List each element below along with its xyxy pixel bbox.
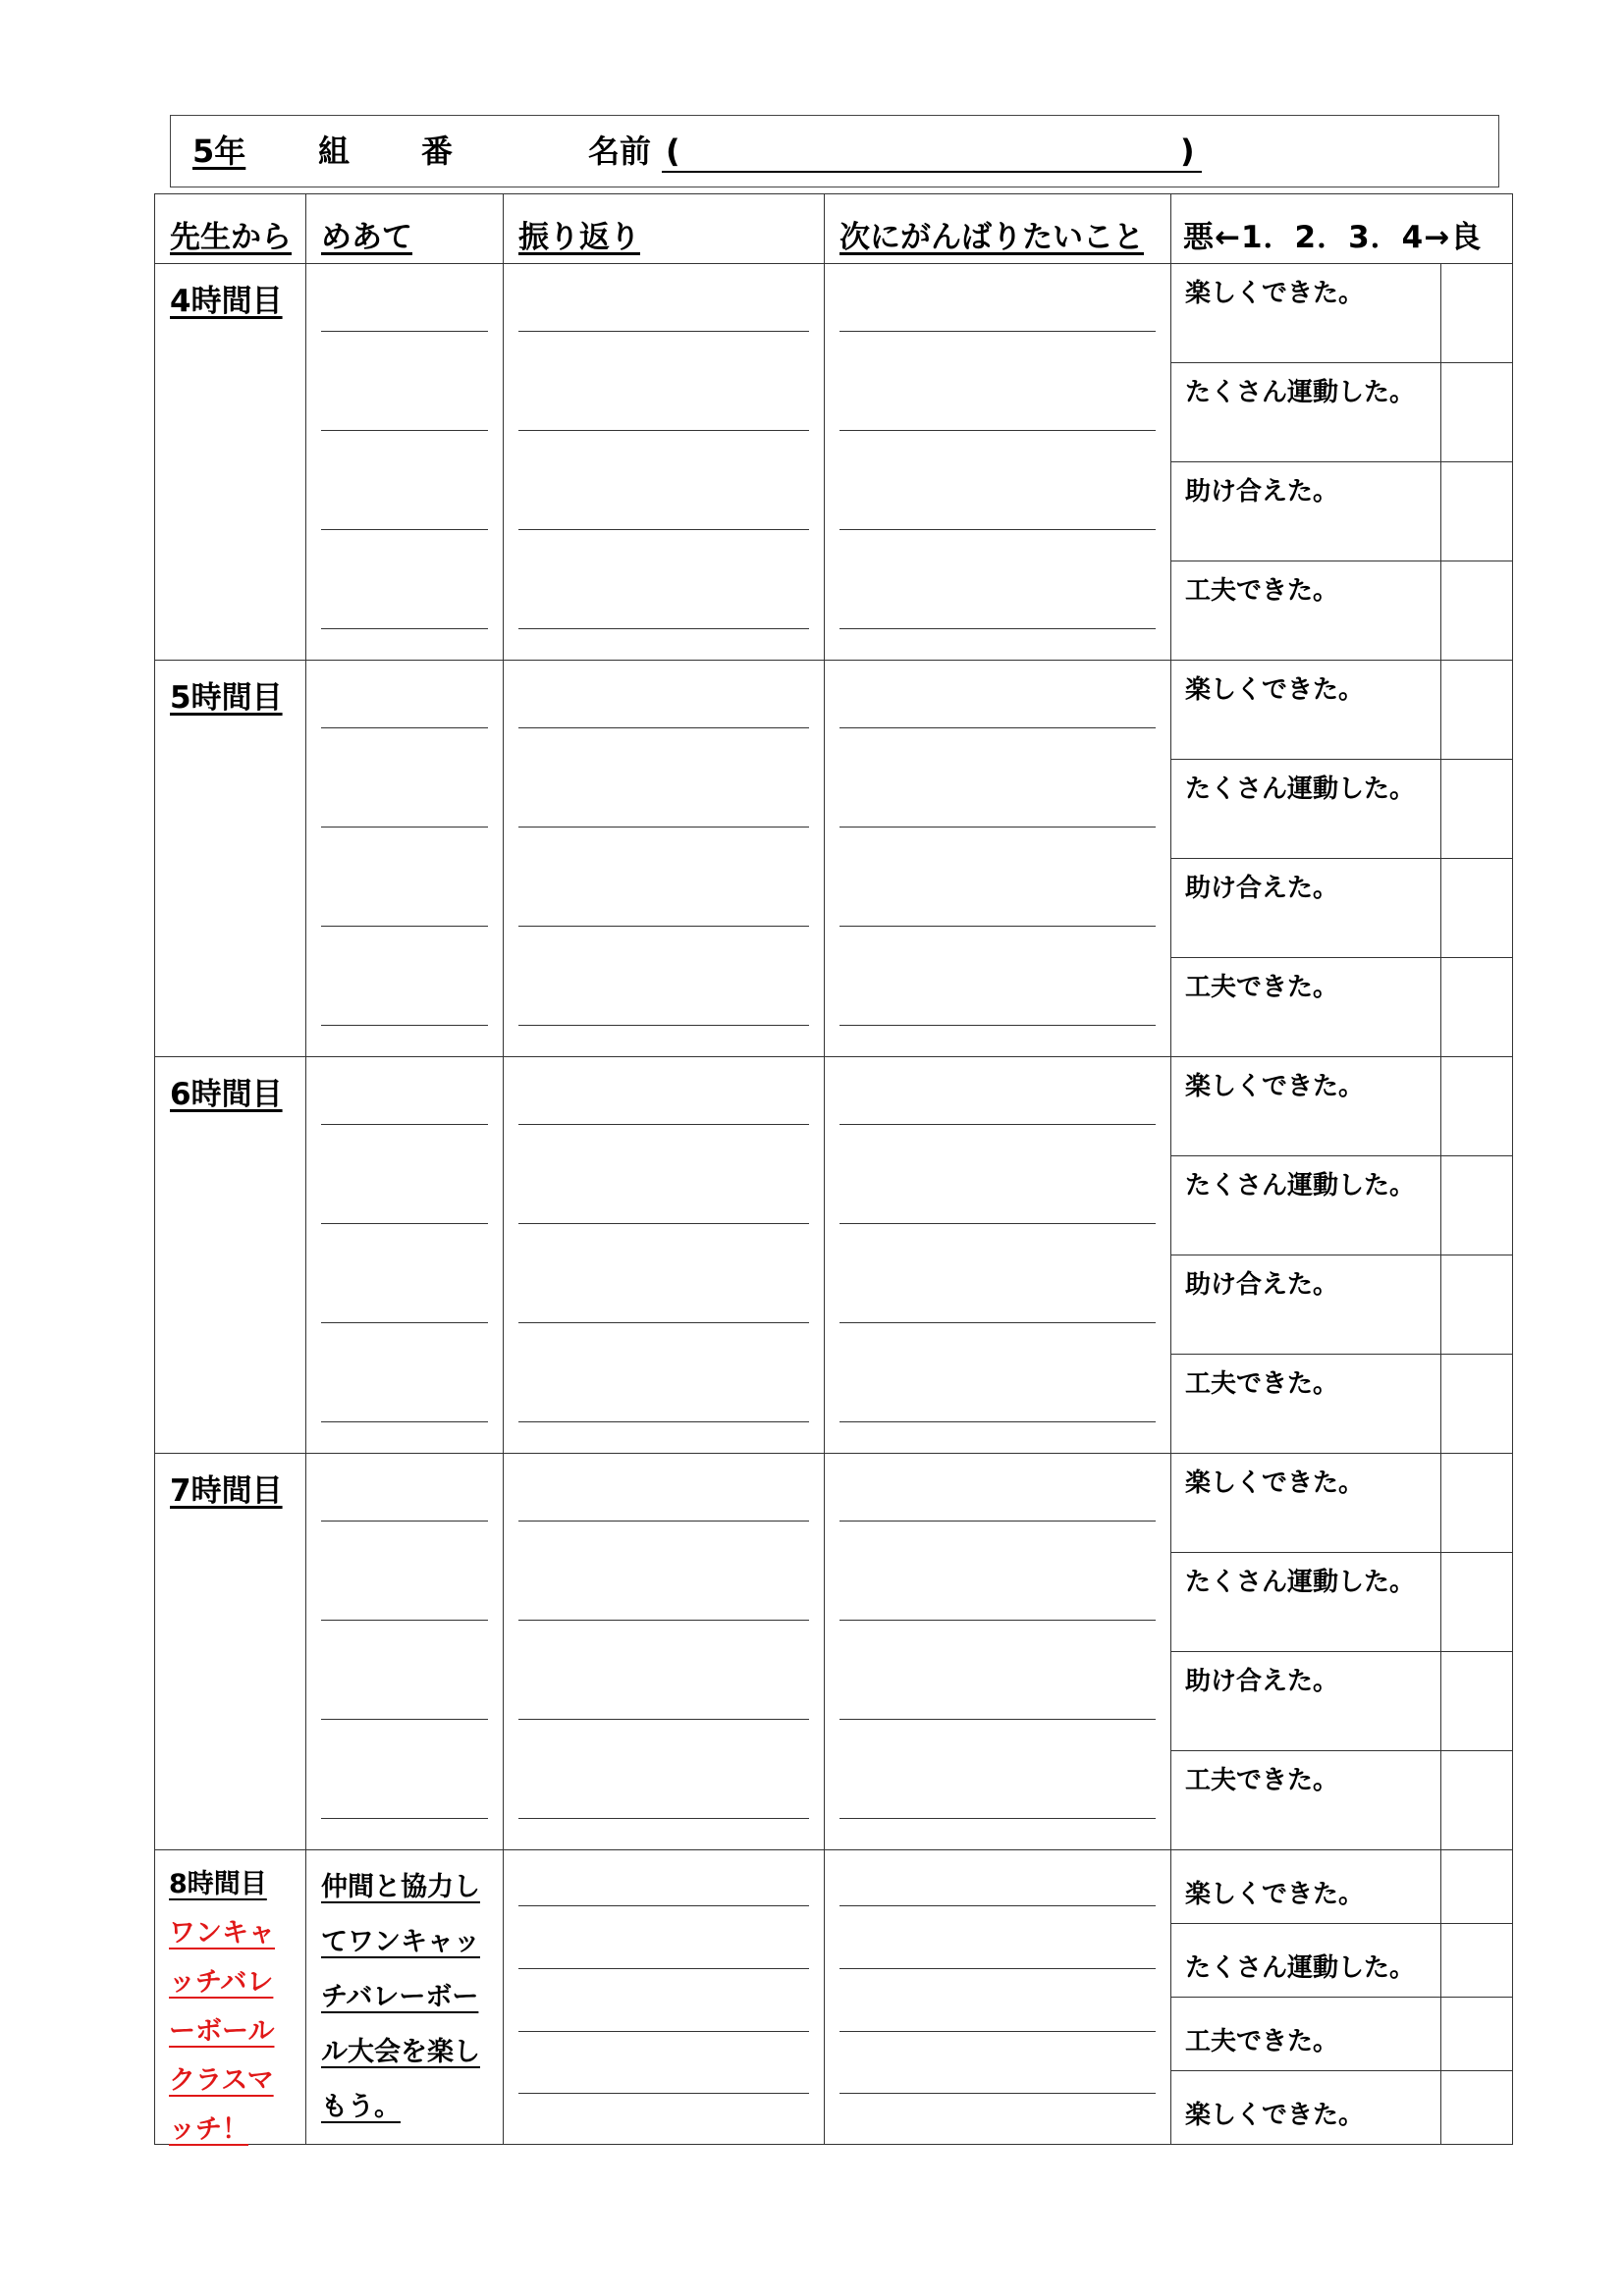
write-line[interactable] [839, 1818, 1156, 1819]
reflection-write-area[interactable] [504, 661, 825, 1057]
write-line[interactable] [839, 1322, 1156, 1323]
goal-line: チバレーボー [321, 1982, 479, 2012]
goal-write-area[interactable] [306, 661, 504, 1057]
reflection-sheet-table [154, 193, 1513, 2145]
write-line[interactable] [518, 1968, 809, 1969]
write-line[interactable] [839, 331, 1156, 332]
score-box[interactable] [1441, 1924, 1513, 1998]
next-write-area[interactable] [825, 1850, 1171, 2145]
write-line[interactable] [321, 430, 488, 431]
write-line[interactable] [518, 2093, 809, 2094]
write-line[interactable] [839, 727, 1156, 728]
next-write-area[interactable] [825, 1454, 1171, 1850]
period-row [155, 1057, 1513, 1156]
score-box[interactable] [1441, 661, 1513, 760]
reflection-write-area[interactable] [504, 1057, 825, 1454]
goal-write-area[interactable] [306, 264, 504, 661]
score-box[interactable] [1441, 1156, 1513, 1255]
reflection-write-area[interactable] [504, 264, 825, 661]
col-header-scale: 悪←1．2．3．4→良 [1183, 220, 1483, 255]
score-box[interactable] [1441, 1255, 1513, 1355]
write-line[interactable] [839, 1521, 1156, 1522]
write-line[interactable] [839, 926, 1156, 927]
score-box[interactable] [1441, 1998, 1513, 2071]
write-line[interactable] [518, 1620, 809, 1621]
period-label-cell [155, 1454, 306, 1850]
theme-line: ーボール [169, 2016, 275, 2047]
write-line[interactable] [321, 1223, 488, 1224]
write-line[interactable] [839, 2093, 1156, 2094]
write-line[interactable] [321, 827, 488, 828]
write-line[interactable] [321, 926, 488, 927]
period-label-cell [155, 661, 306, 1057]
write-line[interactable] [839, 1223, 1156, 1224]
grade-label: 5年 [192, 133, 246, 170]
write-line[interactable] [839, 1968, 1156, 1969]
col-header-reflection: 振り返り [518, 220, 640, 255]
goal-line: 仲間と協力し [321, 1872, 480, 1902]
write-line[interactable] [839, 529, 1156, 530]
name-paren-open: ( [666, 133, 680, 170]
write-line[interactable] [321, 1025, 488, 1026]
write-line[interactable] [839, 1421, 1156, 1422]
score-box[interactable] [1441, 561, 1513, 661]
score-box[interactable] [1441, 760, 1513, 859]
criterion-label: たくさん運動した。 [1185, 378, 1416, 407]
next-write-area[interactable] [825, 1057, 1171, 1454]
write-line[interactable] [839, 1025, 1156, 1026]
score-box[interactable] [1441, 363, 1513, 462]
write-line[interactable] [518, 1421, 809, 1422]
score-box[interactable] [1441, 1355, 1513, 1454]
theme-line: クラスマ [169, 2065, 274, 2096]
write-line[interactable] [321, 1818, 488, 1819]
write-line[interactable] [518, 1521, 809, 1522]
score-box[interactable] [1441, 1652, 1513, 1751]
write-line[interactable] [518, 1025, 809, 1026]
period-label-cell [155, 1057, 306, 1454]
period-8-goal-cell [306, 1850, 504, 2145]
criterion-label: たくさん運動した。 [1185, 1953, 1416, 1983]
criterion-label: 助け合えた。 [1185, 1667, 1339, 1696]
write-line[interactable] [321, 1620, 488, 1621]
write-line[interactable] [839, 1719, 1156, 1720]
score-box[interactable] [1441, 264, 1513, 363]
write-line[interactable] [518, 1124, 809, 1125]
write-line[interactable] [518, 2031, 809, 2032]
criterion-label: 工夫できた。 [1185, 1369, 1339, 1399]
period-label: 6時間目 [170, 1077, 283, 1112]
write-line[interactable] [839, 827, 1156, 828]
criterion-label: 助け合えた。 [1185, 874, 1339, 903]
write-line[interactable] [518, 628, 809, 629]
score-box[interactable] [1441, 462, 1513, 561]
write-line[interactable] [321, 1322, 488, 1323]
write-line[interactable] [839, 430, 1156, 431]
criterion-label: 楽しくできた。 [1185, 1468, 1365, 1498]
period-row [155, 661, 1513, 760]
write-line[interactable] [321, 1124, 488, 1125]
goal-line: てワンキャッ [321, 1927, 480, 1957]
write-line[interactable] [518, 529, 809, 530]
criterion-label: 楽しくできた。 [1185, 2101, 1365, 2130]
write-line[interactable] [839, 1620, 1156, 1621]
period-8-label-cell [155, 1850, 306, 2145]
write-line[interactable] [839, 628, 1156, 629]
criterion-label: 工夫できた。 [1185, 576, 1339, 606]
write-line[interactable] [518, 430, 809, 431]
next-write-area[interactable] [825, 264, 1171, 661]
criterion-label: 楽しくできた。 [1185, 675, 1365, 705]
criterion-label: 工夫できた。 [1185, 1766, 1339, 1795]
reflection-write-area[interactable] [504, 1454, 825, 1850]
write-line[interactable] [839, 1124, 1156, 1125]
period-label: 8時間目 [169, 1869, 267, 1899]
theme-line: ワンキャ [169, 1918, 275, 1949]
write-line[interactable] [518, 1223, 809, 1224]
score-box[interactable] [1441, 1057, 1513, 1156]
write-line[interactable] [321, 1719, 488, 1720]
number-label: 番 [421, 133, 454, 170]
col-header-teacher: 先生から [170, 220, 292, 255]
write-line[interactable] [839, 1905, 1156, 1906]
name-write-line[interactable] [662, 171, 1202, 173]
name-paren-close: ) [1180, 133, 1195, 170]
score-box[interactable] [1441, 1553, 1513, 1652]
score-box[interactable] [1441, 859, 1513, 958]
class-label: 組 [318, 133, 351, 170]
write-line[interactable] [518, 727, 809, 728]
write-line[interactable] [321, 1421, 488, 1422]
criterion-label: 助け合えた。 [1185, 477, 1339, 507]
score-box[interactable] [1441, 2071, 1513, 2145]
period-row [155, 264, 1513, 363]
period-row [155, 1454, 1513, 1553]
next-write-area[interactable] [825, 661, 1171, 1057]
reflection-write-area[interactable] [504, 1850, 825, 2145]
theme-line: ッチ！ [169, 2114, 248, 2145]
criterion-label: 楽しくできた。 [1185, 279, 1365, 308]
write-line[interactable] [518, 1818, 809, 1819]
write-line[interactable] [518, 827, 809, 828]
criterion-label: 工夫できた。 [1185, 2027, 1339, 2056]
score-box[interactable] [1441, 1454, 1513, 1553]
goal-write-area[interactable] [306, 1454, 504, 1850]
col-header-goal: めあて [321, 220, 412, 255]
write-line[interactable] [839, 2031, 1156, 2032]
period-label-cell [155, 264, 306, 661]
write-line[interactable] [321, 1521, 488, 1522]
write-line[interactable] [321, 727, 488, 728]
criterion-label: たくさん運動した。 [1185, 1171, 1416, 1201]
criterion-label: たくさん運動した。 [1185, 1568, 1416, 1597]
name-label: 名前 [588, 133, 652, 170]
criterion-label: 楽しくできた。 [1185, 1072, 1365, 1101]
write-line[interactable] [518, 1905, 809, 1906]
student-info-header [170, 115, 1499, 187]
score-box[interactable] [1441, 1850, 1513, 1924]
write-line[interactable] [321, 529, 488, 530]
goal-write-area[interactable] [306, 1057, 504, 1454]
write-line[interactable] [321, 628, 488, 629]
criterion-label: 助け合えた。 [1185, 1270, 1339, 1300]
period-label: 5時間目 [170, 680, 283, 716]
period-label: 4時間目 [170, 284, 283, 319]
criterion-label: 工夫できた。 [1185, 973, 1339, 1002]
score-box[interactable] [1441, 958, 1513, 1057]
write-line[interactable] [518, 1322, 809, 1323]
write-line[interactable] [518, 926, 809, 927]
theme-line: ッチバレ [169, 1967, 274, 1998]
period-label: 7時間目 [170, 1473, 283, 1509]
criterion-label: 楽しくできた。 [1185, 1880, 1365, 1909]
col-header-next: 次にがんばりたいこと [839, 220, 1144, 255]
goal-line: ル大会を楽し [321, 2037, 480, 2067]
column-header-row [155, 194, 1513, 264]
criterion-label: たくさん運動した。 [1185, 774, 1416, 804]
score-box[interactable] [1441, 1751, 1513, 1850]
period-row-8 [155, 1850, 1513, 1924]
write-line[interactable] [518, 1719, 809, 1720]
goal-line: もう。 [321, 2092, 401, 2122]
write-line[interactable] [321, 331, 488, 332]
write-line[interactable] [518, 331, 809, 332]
